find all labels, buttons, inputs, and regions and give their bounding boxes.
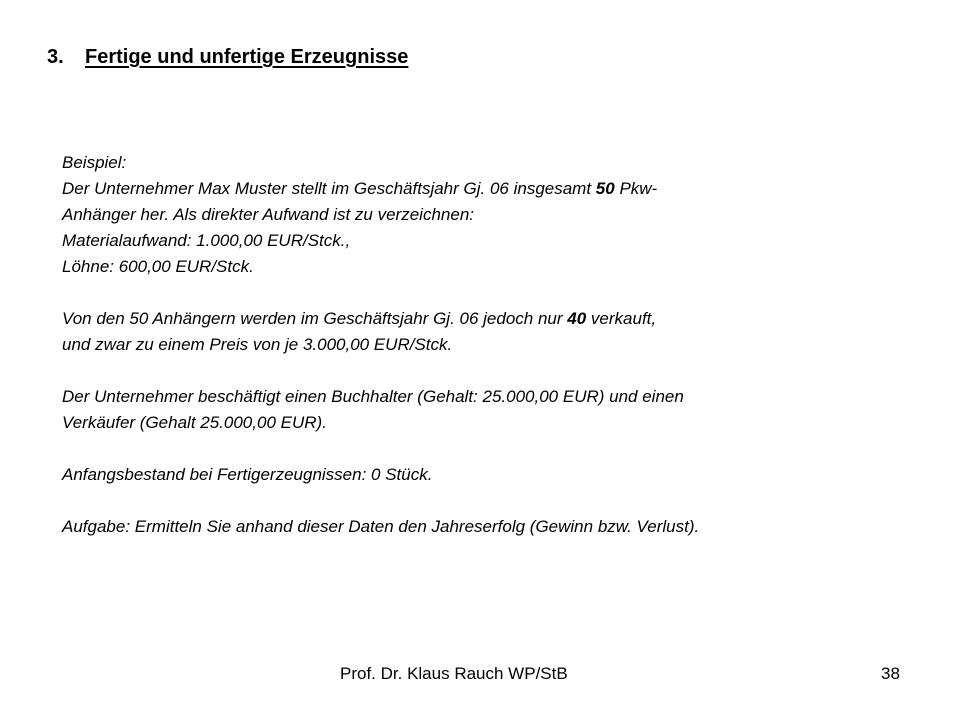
section-title: Fertige und unfertige Erzeugnisse bbox=[85, 46, 409, 68]
text-line: Löhne: 600,00 EUR/Stck. bbox=[62, 257, 254, 276]
text-line: Anhänger her. Als direkter Aufwand ist zu verzeichnen: bbox=[62, 205, 474, 224]
text-segment: verkauft, bbox=[586, 309, 657, 328]
example-text bbox=[62, 150, 922, 540]
example-label: Beispiel: bbox=[62, 153, 127, 172]
quantity-sold: 40 bbox=[567, 309, 587, 328]
text-line: Verkäufer (Gehalt 25.000,00 EUR). bbox=[62, 413, 327, 432]
text-line: Materialaufwand: 1.000,00 EUR/Stck., bbox=[62, 231, 351, 250]
quantity-produced: 50 bbox=[595, 179, 615, 198]
footer-author: Prof. Dr. Klaus Rauch WP/StB bbox=[340, 664, 568, 683]
text-line: Der Unternehmer beschäftigt einen Buchhalter (Gehalt: 25.000,00 EUR) und einen bbox=[62, 387, 684, 406]
text-segment: Der Unternehmer Max Muster stellt im Geschäftsjahr Gj. 06 insgesamt bbox=[62, 179, 596, 198]
text-line bbox=[62, 176, 922, 202]
text-line: und zwar zu einem Preis von je 3.000,00 EUR/Stck. bbox=[62, 335, 453, 354]
text-segment: Pkw- bbox=[614, 179, 658, 198]
task-line: Aufgabe: Ermitteln Sie anhand dieser Daten den Jahreserfolg (Gewinn bzw. Verlust). bbox=[62, 517, 700, 536]
text-line: Anfangsbestand bei Fertigerzeugnissen: 0 Stück. bbox=[62, 465, 433, 484]
footer bbox=[0, 664, 960, 688]
text-segment: Von den 50 Anhängern werden im Geschäftsjahr Gj. 06 jedoch nur bbox=[62, 309, 568, 328]
section-number: 3. bbox=[47, 46, 64, 68]
text-line bbox=[62, 306, 922, 332]
slide-title bbox=[47, 46, 408, 69]
page-number: 38 bbox=[881, 664, 900, 683]
